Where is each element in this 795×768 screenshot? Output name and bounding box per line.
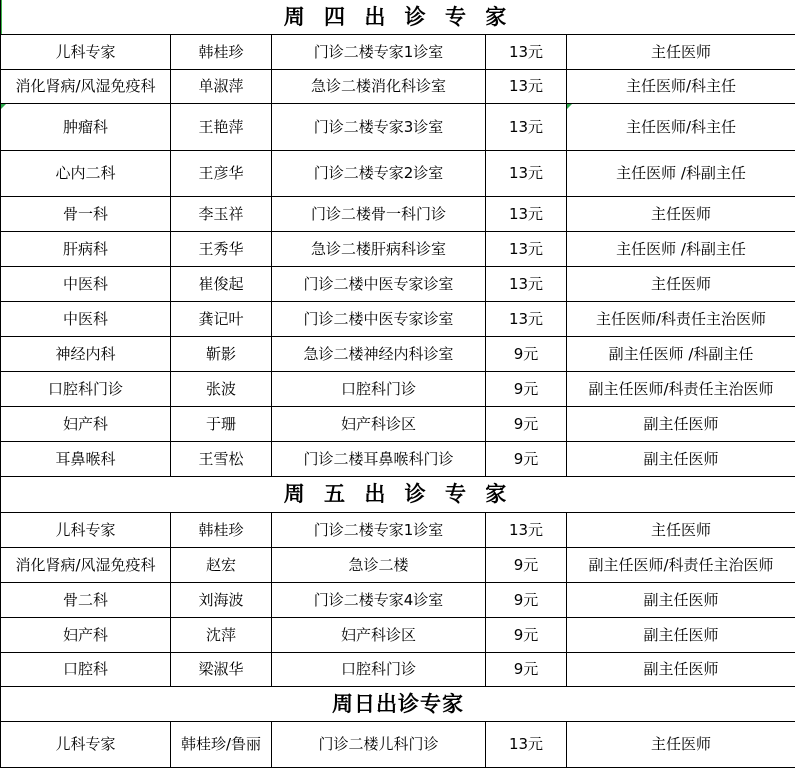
title-cell: 主任医师 — [567, 721, 795, 767]
location-cell: 门诊二楼专家1诊室 — [272, 512, 486, 547]
dept-cell: 消化肾病/风湿免疫科 — [1, 547, 171, 582]
doctor-cell: 韩桂珍 — [171, 512, 272, 547]
table-row — [1, 196, 795, 231]
table-row — [1, 721, 795, 767]
doctor-cell: 张波 — [171, 371, 272, 406]
table-row — [1, 231, 795, 266]
title-cell: 副主任医师 — [567, 406, 795, 441]
title-cell: 主任医师/科主任 — [567, 69, 795, 103]
dept-cell: 妇产科 — [1, 617, 171, 652]
section-header-row — [1, 0, 795, 34]
title-cell: 副主任医师/科责任主治医师 — [567, 547, 795, 582]
table-row — [1, 406, 795, 441]
location-cell: 门诊二楼专家1诊室 — [272, 34, 486, 69]
fee-cell: 13元 — [486, 34, 567, 69]
doctor-cell: 赵宏 — [171, 547, 272, 582]
fee-cell: 9元 — [486, 547, 567, 582]
fee-cell: 9元 — [486, 441, 567, 476]
dept-cell — [1, 103, 171, 150]
dept-cell: 骨一科 — [1, 196, 171, 231]
table-row — [1, 69, 795, 103]
fee-cell: 9元 — [486, 617, 567, 652]
location-cell: 门诊二楼耳鼻喉科门诊 — [272, 441, 486, 476]
location-cell: 口腔科门诊 — [272, 371, 486, 406]
doctor-cell: 王秀华 — [171, 231, 272, 266]
table-row — [1, 34, 795, 69]
title-cell — [567, 103, 795, 150]
doctor-cell: 梁淑华 — [171, 652, 272, 686]
location-cell: 门诊二楼专家2诊室 — [272, 150, 486, 196]
section-header-row — [1, 476, 795, 512]
doctor-cell: 王彦华 — [171, 150, 272, 196]
table-row — [1, 617, 795, 652]
location-cell: 口腔科门诊 — [272, 652, 486, 686]
dept-cell: 骨二科 — [1, 582, 171, 617]
dept-cell: 儿科专家 — [1, 512, 171, 547]
table-row — [1, 103, 795, 150]
dept-cell: 口腔科 — [1, 652, 171, 686]
fee-cell: 13元 — [486, 69, 567, 103]
location-cell: 急诊二楼 — [272, 547, 486, 582]
dept-text: 肿瘤科 — [63, 118, 108, 136]
location-cell: 妇产科诊区 — [272, 406, 486, 441]
doctor-cell: 韩桂珍 — [171, 34, 272, 69]
fee-cell: 13元 — [486, 512, 567, 547]
doctor-cell: 王艳萍 — [171, 103, 272, 150]
location-cell: 妇产科诊区 — [272, 617, 486, 652]
title-text: 主任医师/科主任 — [626, 118, 736, 136]
location-cell: 门诊二楼专家4诊室 — [272, 582, 486, 617]
table-row — [1, 336, 795, 371]
section-title-friday: 周 五 出 诊 专 家 — [1, 476, 795, 512]
fee-cell: 13元 — [486, 231, 567, 266]
location-cell: 急诊二楼消化科诊室 — [272, 69, 486, 103]
fee-cell: 9元 — [486, 406, 567, 441]
title-cell: 主任医师 — [567, 512, 795, 547]
table-row — [1, 441, 795, 476]
section-title-thursday: 周 四 出 诊 专 家 — [1, 0, 795, 34]
table-row — [1, 150, 795, 196]
dept-cell: 中医科 — [1, 301, 171, 336]
title-cell: 主任医师/科责任主治医师 — [567, 301, 795, 336]
dept-cell: 肝病科 — [1, 231, 171, 266]
table-row — [1, 301, 795, 336]
table-row — [1, 547, 795, 582]
title-cell: 主任医师 — [567, 196, 795, 231]
fee-cell: 9元 — [486, 371, 567, 406]
title-cell: 副主任医师 — [567, 617, 795, 652]
dept-cell: 妇产科 — [1, 406, 171, 441]
title-cell: 主任医师 — [567, 34, 795, 69]
comment-marker-icon — [1, 104, 6, 109]
title-cell: 副主任医师 — [567, 652, 795, 686]
location-cell: 门诊二楼中医专家诊室 — [272, 266, 486, 301]
fee-cell: 9元 — [486, 582, 567, 617]
table-row — [1, 582, 795, 617]
title-cell: 副主任医师 /科副主任 — [567, 336, 795, 371]
location-cell: 门诊二楼中医专家诊室 — [272, 301, 486, 336]
location-cell: 急诊二楼肝病科诊室 — [272, 231, 486, 266]
doctor-cell: 沈萍 — [171, 617, 272, 652]
doctor-cell: 王雪松 — [171, 441, 272, 476]
table-row — [1, 652, 795, 686]
doctor-cell: 龚记叶 — [171, 301, 272, 336]
location-cell: 门诊二楼专家3诊室 — [272, 103, 486, 150]
title-cell: 主任医师 — [567, 266, 795, 301]
location-cell: 门诊二楼骨一科门诊 — [272, 196, 486, 231]
fee-cell: 13元 — [486, 301, 567, 336]
title-cell: 主任医师 /科副主任 — [567, 150, 795, 196]
doctor-cell: 靳影 — [171, 336, 272, 371]
dept-cell: 心内二科 — [1, 150, 171, 196]
fee-cell: 13元 — [486, 266, 567, 301]
title-cell: 副主任医师 — [567, 582, 795, 617]
doctor-cell: 刘海波 — [171, 582, 272, 617]
dept-cell: 中医科 — [1, 266, 171, 301]
fee-cell: 13元 — [486, 196, 567, 231]
dept-cell: 儿科专家 — [1, 721, 171, 767]
fee-cell: 13元 — [486, 721, 567, 767]
title-cell: 副主任医师 — [567, 441, 795, 476]
section-title-sunday: 周日出诊专家 — [1, 686, 795, 721]
section-header-row — [1, 686, 795, 721]
table-row — [1, 266, 795, 301]
table-row — [1, 371, 795, 406]
doctor-cell: 单淑萍 — [171, 69, 272, 103]
table-row — [1, 512, 795, 547]
doctor-cell: 韩桂珍/鲁丽 — [171, 721, 272, 767]
fee-cell: 13元 — [486, 150, 567, 196]
fee-cell: 9元 — [486, 652, 567, 686]
fee-cell: 9元 — [486, 336, 567, 371]
location-cell: 急诊二楼神经内科诊室 — [272, 336, 486, 371]
dept-cell: 儿科专家 — [1, 34, 171, 69]
fee-cell: 13元 — [486, 103, 567, 150]
dept-cell: 口腔科门诊 — [1, 371, 171, 406]
location-cell: 门诊二楼儿科门诊 — [272, 721, 486, 767]
dept-cell: 神经内科 — [1, 336, 171, 371]
doctor-cell: 于珊 — [171, 406, 272, 441]
doctor-cell: 崔俊起 — [171, 266, 272, 301]
comment-marker-icon — [567, 104, 572, 109]
doctor-cell: 李玉祥 — [171, 196, 272, 231]
title-cell: 主任医师 /科副主任 — [567, 231, 795, 266]
dept-cell: 耳鼻喉科 — [1, 441, 171, 476]
title-cell: 副主任医师/科责任主治医师 — [567, 371, 795, 406]
dept-cell: 消化肾病/风湿免疫科 — [1, 69, 171, 103]
